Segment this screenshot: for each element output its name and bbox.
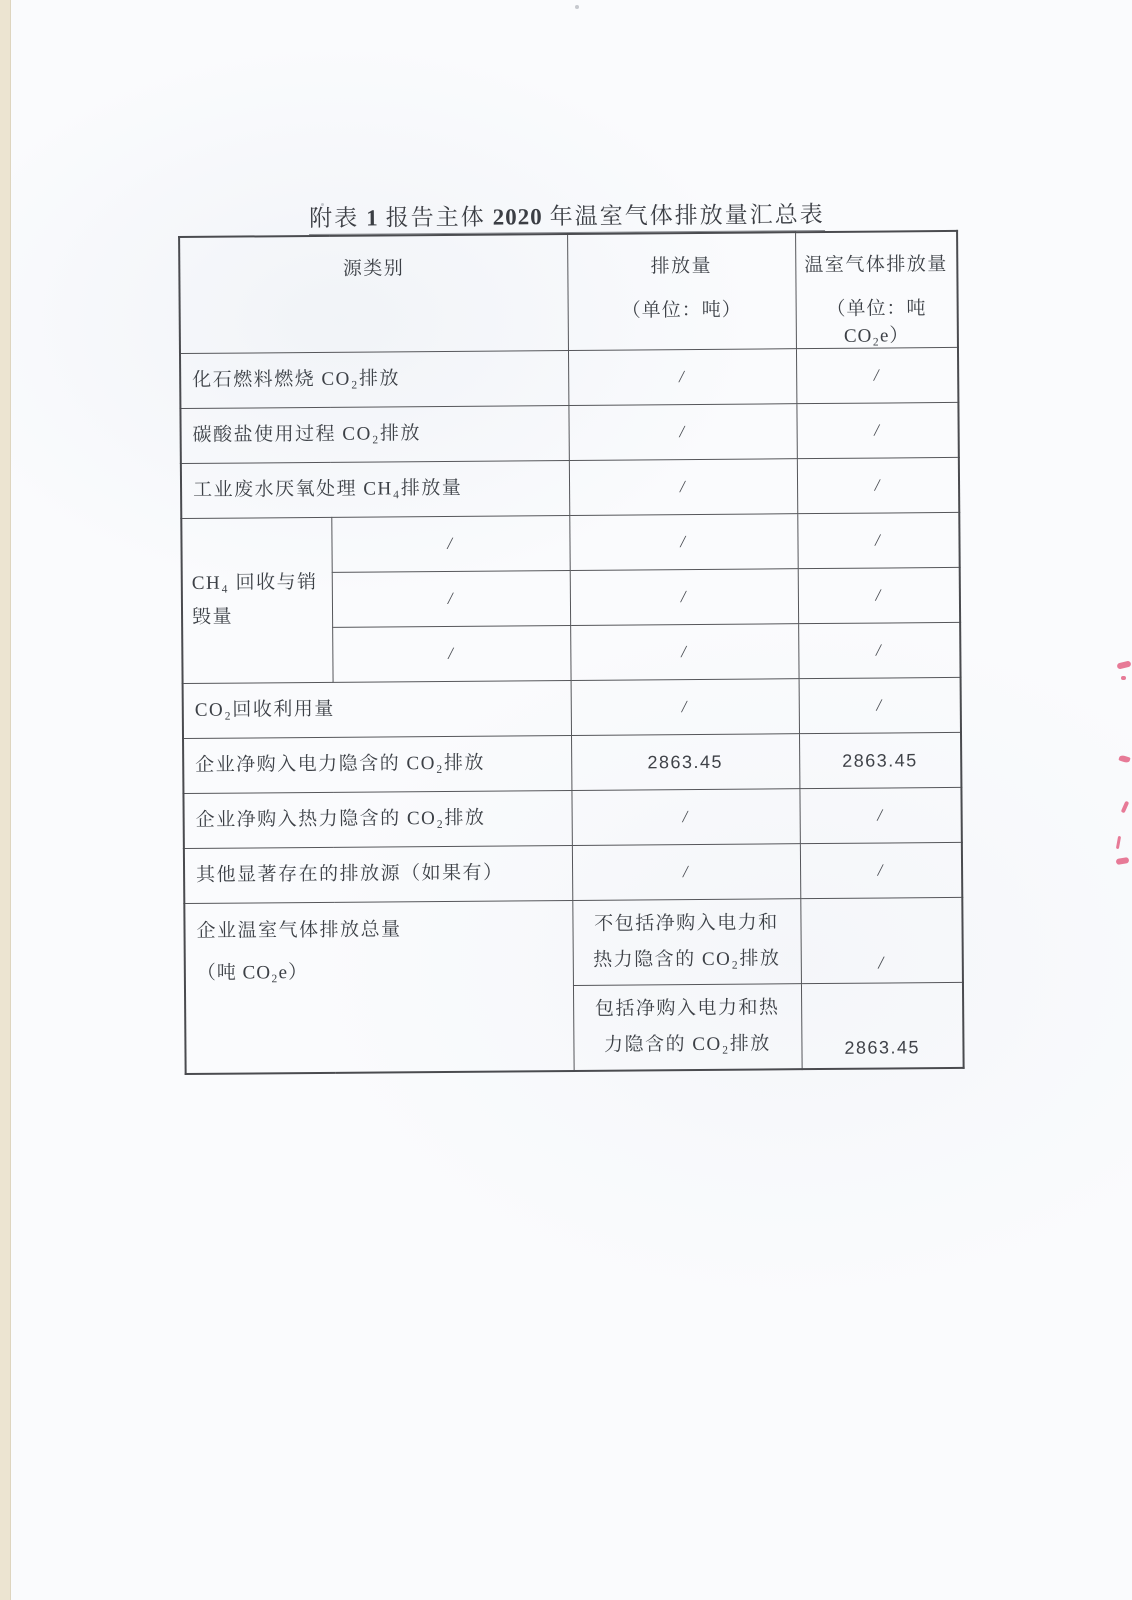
cell-emission-value: /	[572, 844, 800, 901]
header-ghg-line1: 温室气体排放量	[804, 253, 948, 277]
row-label-total-ghg	[184, 900, 573, 1074]
cell-ghg-value: /	[798, 622, 960, 678]
table-row	[181, 512, 959, 573]
table-row-total	[184, 897, 963, 988]
row-label-purchased-heat-co2: 企业净购入热力隐含的 CO₂排放	[183, 790, 571, 848]
table-row	[184, 842, 962, 903]
table-title	[178, 195, 956, 234]
cell-total-including-value: 2863.45	[801, 983, 964, 1070]
row-label-wastewater-ch4: 工业废水厌氧处理 CH₄排放量	[181, 460, 569, 518]
red-pen-mark	[1121, 676, 1126, 680]
total-label-unit: （吨 CO₂e）	[196, 961, 309, 984]
paper-speck	[321, 203, 324, 206]
row-label-other-sources: 其他显著存在的排放源（如果有）	[184, 845, 572, 903]
row-label-fossil-fuel-co2: 化石燃料燃烧 CO₂排放	[180, 350, 568, 408]
header-emission-unit: （单位：吨）	[621, 299, 742, 322]
header-source-label: 源类别	[342, 258, 405, 280]
cell-ch4-subitem: /	[332, 625, 570, 682]
cell-ghg-value: /	[800, 842, 962, 898]
header-ghg-amount	[795, 231, 958, 349]
cell-total-including-desc: 包括净购入电力和热力隐含的 CO₂排放	[573, 984, 802, 1071]
cell-emission-value: /	[569, 459, 797, 516]
cell-emission-value: /	[570, 624, 798, 681]
row-label-ch4-recovery: CH₄ 回收与销毁量	[181, 517, 332, 683]
title-number-2020: 2020	[492, 204, 543, 230]
title-part1: 附表	[309, 205, 360, 232]
cell-emission-value: /	[571, 789, 799, 846]
cell-ghg-value: /	[799, 677, 961, 733]
table-row	[180, 402, 958, 463]
cell-ghg-value: /	[797, 457, 959, 513]
emissions-summary-table	[178, 230, 965, 1075]
cell-emission-value: /	[569, 514, 797, 571]
header-emission-line1: 排放量	[650, 255, 713, 278]
total-label-line1: 企业温室气体排放总量	[196, 919, 402, 942]
table-row	[183, 787, 961, 848]
title-part2: 报告主体	[385, 204, 486, 231]
table-row	[183, 732, 961, 793]
cell-emission-value: /	[568, 404, 796, 461]
title-part3: 年温室气体排放量汇总表	[549, 201, 825, 230]
row-label-co2-recovery: CO₂回收利用量	[183, 680, 571, 738]
paper-speck	[575, 5, 579, 9]
table-header-row	[179, 231, 958, 354]
table-row	[181, 457, 959, 518]
cell-ghg-value: /	[796, 347, 958, 403]
row-label-purchased-electricity-co2: 企业净购入电力隐含的 CO₂排放	[183, 735, 571, 793]
title-number-1: 1	[366, 205, 379, 231]
cell-ghg-value: /	[798, 567, 960, 623]
row-label-carbonate-co2: 碳酸盐使用过程 CO₂排放	[180, 405, 568, 463]
cell-ch4-subitem: /	[331, 515, 569, 572]
header-emission-amount	[567, 232, 796, 350]
cell-total-excluding-value: /	[800, 897, 963, 983]
table-row	[180, 347, 958, 408]
cell-ghg-value: /	[799, 787, 961, 843]
table-row	[183, 677, 961, 738]
header-ghg-unit: （单位：吨 CO₂e）	[826, 298, 927, 347]
cell-emission-value: /	[571, 679, 799, 736]
cell-emission-value: /	[568, 349, 796, 406]
cell-ghg-value: /	[796, 402, 958, 458]
cell-ghg-value: 2863.45	[799, 732, 961, 788]
cell-emission-value: 2863.45	[571, 734, 799, 791]
header-source-category	[179, 234, 568, 354]
cell-total-excluding-desc: 不包括净购入电力和热力隐含的 CO₂排放	[572, 899, 801, 986]
cell-ch4-subitem: /	[332, 570, 570, 627]
cell-emission-value: /	[570, 569, 798, 626]
cell-ghg-value: /	[797, 512, 959, 568]
